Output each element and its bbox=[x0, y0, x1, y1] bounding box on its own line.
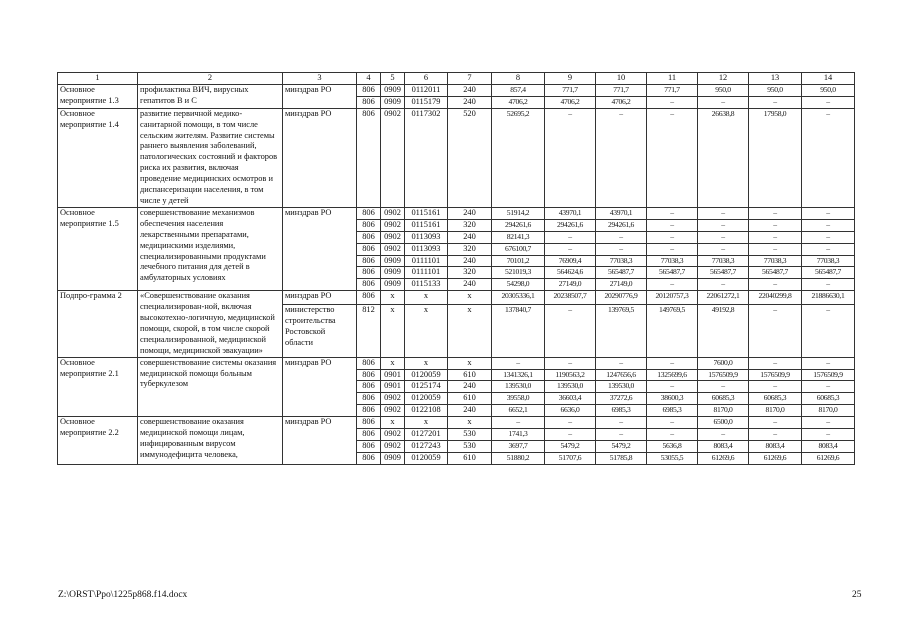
value-cell: 36603,4 bbox=[545, 393, 596, 405]
value-cell: 950,0 bbox=[698, 84, 749, 96]
header-cell: 6 bbox=[405, 73, 448, 85]
value-cell: 806 bbox=[357, 279, 381, 291]
value-cell: 320 bbox=[448, 219, 492, 231]
value-cell: 0902 bbox=[381, 207, 405, 219]
value-cell: – bbox=[802, 429, 855, 441]
value-cell: 806 bbox=[357, 231, 381, 243]
value-cell: 0122108 bbox=[405, 405, 448, 417]
value-cell: 27149,0 bbox=[596, 279, 647, 291]
value-cell: 139769,5 bbox=[596, 305, 647, 357]
header-cell: 2 bbox=[138, 73, 283, 85]
executor-cell: минздрав РО bbox=[283, 417, 357, 465]
value-cell: 240 bbox=[448, 279, 492, 291]
value-cell: – bbox=[596, 243, 647, 255]
value-cell: 0125174 bbox=[405, 381, 448, 393]
value-cell: 4706,2 bbox=[596, 96, 647, 108]
value-cell: 294261,6 bbox=[492, 219, 545, 231]
value-cell: 530 bbox=[448, 441, 492, 453]
value-cell: 22061272,1 bbox=[698, 291, 749, 305]
value-cell: 1325699,6 bbox=[647, 369, 698, 381]
table-row bbox=[58, 357, 855, 369]
header-cell: 1 bbox=[58, 73, 138, 85]
value-cell: 7600,0 bbox=[698, 357, 749, 369]
value-cell: 565487,7 bbox=[802, 267, 855, 279]
value-cell: 82141,3 bbox=[492, 231, 545, 243]
value-cell: 520 bbox=[448, 108, 492, 207]
value-cell: – bbox=[802, 231, 855, 243]
value-cell: – bbox=[802, 108, 855, 207]
value-cell: 0120059 bbox=[405, 393, 448, 405]
value-cell: 1576509,9 bbox=[802, 369, 855, 381]
header-cell: 12 bbox=[698, 73, 749, 85]
activity-description: «Совершенствование оказания специализирован-ной, включая высокотехно-логичную, медицинской помощи, скорой, в том числе скорой специализированной, медицинской помощи, медицинской эвакуации» bbox=[138, 291, 283, 357]
value-cell: 806 bbox=[357, 405, 381, 417]
value-cell: – bbox=[698, 207, 749, 219]
value-cell: 0127201 bbox=[405, 429, 448, 441]
value-cell: 60685,3 bbox=[698, 393, 749, 405]
value-cell: 857,4 bbox=[492, 84, 545, 96]
value-cell: 20238507,7 bbox=[545, 291, 596, 305]
executor-cell: минздрав РО bbox=[283, 207, 357, 290]
value-cell: – bbox=[749, 357, 802, 369]
value-cell: 806 bbox=[357, 441, 381, 453]
value-cell: – bbox=[545, 417, 596, 429]
value-cell: – bbox=[749, 96, 802, 108]
value-cell: – bbox=[545, 108, 596, 207]
value-cell: – bbox=[647, 108, 698, 207]
value-cell: 0120059 bbox=[405, 452, 448, 464]
value-cell: 610 bbox=[448, 452, 492, 464]
value-cell: 0117302 bbox=[405, 108, 448, 207]
value-cell: x bbox=[448, 417, 492, 429]
value-cell: 70101,2 bbox=[492, 255, 545, 267]
value-cell: – bbox=[749, 417, 802, 429]
header-cell: 5 bbox=[381, 73, 405, 85]
value-cell: 0901 bbox=[381, 381, 405, 393]
value-cell: 5636,8 bbox=[647, 441, 698, 453]
value-cell: x bbox=[381, 357, 405, 369]
value-cell: – bbox=[802, 305, 855, 357]
value-cell: x bbox=[405, 417, 448, 429]
value-cell: 149769,5 bbox=[647, 305, 698, 357]
value-cell: x bbox=[381, 291, 405, 305]
value-cell: 565487,7 bbox=[749, 267, 802, 279]
value-cell: 806 bbox=[357, 219, 381, 231]
value-cell: – bbox=[749, 243, 802, 255]
value-cell: – bbox=[596, 417, 647, 429]
value-cell: – bbox=[647, 243, 698, 255]
activity-description: совершенствование системы оказания медицинской помощи больным туберкулезом bbox=[138, 357, 283, 417]
value-cell: 320 bbox=[448, 267, 492, 279]
executor-cell: министерство строительства Ростовской области bbox=[283, 305, 357, 357]
value-cell: – bbox=[545, 357, 596, 369]
value-cell: 6500,0 bbox=[698, 417, 749, 429]
value-cell: – bbox=[647, 357, 698, 369]
value-cell: – bbox=[749, 279, 802, 291]
value-cell: – bbox=[647, 207, 698, 219]
value-cell: 77038,3 bbox=[802, 255, 855, 267]
value-cell: 52695,2 bbox=[492, 108, 545, 207]
table-row bbox=[58, 84, 855, 96]
value-cell: – bbox=[802, 96, 855, 108]
value-cell: – bbox=[545, 429, 596, 441]
value-cell: 1190563,2 bbox=[545, 369, 596, 381]
value-cell: – bbox=[802, 417, 855, 429]
executor-cell: минздрав РО bbox=[283, 84, 357, 108]
header-cell: 9 bbox=[545, 73, 596, 85]
value-cell: 806 bbox=[357, 267, 381, 279]
value-cell: – bbox=[492, 417, 545, 429]
table-row bbox=[58, 417, 855, 429]
value-cell: 0909 bbox=[381, 279, 405, 291]
value-cell: 771,7 bbox=[545, 84, 596, 96]
value-cell: 0901 bbox=[381, 369, 405, 381]
value-cell: 0909 bbox=[381, 255, 405, 267]
value-cell: 0115161 bbox=[405, 207, 448, 219]
executor-cell: минздрав РО bbox=[283, 357, 357, 417]
value-cell: 806 bbox=[357, 207, 381, 219]
value-cell: 137840,7 bbox=[492, 305, 545, 357]
value-cell: 53055,5 bbox=[647, 452, 698, 464]
value-cell: 240 bbox=[448, 255, 492, 267]
value-cell: 51880,2 bbox=[492, 452, 545, 464]
value-cell: 806 bbox=[357, 108, 381, 207]
value-cell: 0902 bbox=[381, 405, 405, 417]
value-cell: – bbox=[545, 231, 596, 243]
value-cell: – bbox=[698, 219, 749, 231]
value-cell: – bbox=[698, 429, 749, 441]
value-cell: 21886630,1 bbox=[802, 291, 855, 305]
value-cell: 812 bbox=[357, 305, 381, 357]
value-cell: 6636,0 bbox=[545, 405, 596, 417]
value-cell: – bbox=[647, 231, 698, 243]
value-cell: 4706,2 bbox=[545, 96, 596, 108]
activity-description: совершенствование механизмов обеспечения населения лекарственными препаратами, медицинскими изделиями, специализированными продуктами лечебного питания для детей в амбулаторных условиях bbox=[138, 207, 283, 290]
header-cell: 8 bbox=[492, 73, 545, 85]
value-cell: x bbox=[381, 305, 405, 357]
activity-name: Основное мероприятие 1.4 bbox=[58, 108, 138, 207]
value-cell: – bbox=[647, 279, 698, 291]
activity-description: развитие первичной медико-санитарной помощи, в том числе сельским жителям. Развитие системы раннего выявления заболеваний, патологических состояний и факторов риска их развития, включая проведение медицинских осмотров и диспансеризации населения, в том числе у детей bbox=[138, 108, 283, 207]
value-cell: 1576509,9 bbox=[698, 369, 749, 381]
value-cell: 8170,0 bbox=[749, 405, 802, 417]
footer-file-path: Z:\ORST\Ppo\1225p868.f14.docx bbox=[58, 590, 188, 600]
value-cell: 320 bbox=[448, 243, 492, 255]
value-cell: 5479,2 bbox=[596, 441, 647, 453]
value-cell: 20290776,9 bbox=[596, 291, 647, 305]
value-cell: x bbox=[448, 305, 492, 357]
header-cell: 3 bbox=[283, 73, 357, 85]
value-cell: – bbox=[698, 279, 749, 291]
value-cell: 530 bbox=[448, 429, 492, 441]
header-cell: 10 bbox=[596, 73, 647, 85]
value-cell: 240 bbox=[448, 207, 492, 219]
value-cell: 565487,7 bbox=[596, 267, 647, 279]
value-cell: 806 bbox=[357, 393, 381, 405]
value-cell: – bbox=[698, 243, 749, 255]
value-cell: 610 bbox=[448, 369, 492, 381]
header-cell: 13 bbox=[749, 73, 802, 85]
value-cell: – bbox=[647, 219, 698, 231]
value-cell: 0115179 bbox=[405, 96, 448, 108]
value-cell: x bbox=[405, 291, 448, 305]
value-cell: – bbox=[698, 381, 749, 393]
value-cell: 0902 bbox=[381, 108, 405, 207]
value-cell: 1576509,9 bbox=[749, 369, 802, 381]
value-cell: 6985,3 bbox=[647, 405, 698, 417]
value-cell: – bbox=[749, 429, 802, 441]
value-cell: – bbox=[749, 207, 802, 219]
value-cell: 77038,3 bbox=[698, 255, 749, 267]
value-cell: x bbox=[405, 305, 448, 357]
value-cell: 771,7 bbox=[596, 84, 647, 96]
table-row bbox=[58, 207, 855, 219]
activity-description: профилактика ВИЧ, вирусных гепатитов В и С bbox=[138, 84, 283, 108]
value-cell: 139530,0 bbox=[596, 381, 647, 393]
activity-description: совершенствование оказания медицинской помощи лицам, инфицированным вирусом иммунодефицита человека, bbox=[138, 417, 283, 465]
value-cell: 43970,1 bbox=[596, 207, 647, 219]
value-cell: 0111101 bbox=[405, 255, 448, 267]
value-cell: 1247656,6 bbox=[596, 369, 647, 381]
value-cell: x bbox=[381, 417, 405, 429]
value-cell: 806 bbox=[357, 84, 381, 96]
value-cell: 294261,6 bbox=[596, 219, 647, 231]
value-cell: – bbox=[749, 219, 802, 231]
value-cell: – bbox=[647, 381, 698, 393]
value-cell: 0902 bbox=[381, 429, 405, 441]
value-cell: 240 bbox=[448, 381, 492, 393]
value-cell: – bbox=[647, 417, 698, 429]
value-cell: 610 bbox=[448, 393, 492, 405]
value-cell: – bbox=[802, 279, 855, 291]
value-cell: 60685,3 bbox=[802, 393, 855, 405]
value-cell: x bbox=[448, 357, 492, 369]
value-cell: 22040299,8 bbox=[749, 291, 802, 305]
value-cell: 1341326,1 bbox=[492, 369, 545, 381]
value-cell: – bbox=[802, 381, 855, 393]
value-cell: 4706,2 bbox=[492, 96, 545, 108]
value-cell: – bbox=[749, 231, 802, 243]
value-cell: 43970,1 bbox=[545, 207, 596, 219]
value-cell: 565487,7 bbox=[647, 267, 698, 279]
table-row bbox=[58, 108, 855, 207]
value-cell: 6985,3 bbox=[596, 405, 647, 417]
activity-name: Подпро-грамма 2 bbox=[58, 291, 138, 357]
value-cell: 0902 bbox=[381, 393, 405, 405]
header-cell: 14 bbox=[802, 73, 855, 85]
value-cell: 5479,2 bbox=[545, 441, 596, 453]
value-cell: – bbox=[647, 429, 698, 441]
value-cell: 3697,7 bbox=[492, 441, 545, 453]
value-cell: – bbox=[596, 231, 647, 243]
value-cell: 8083,4 bbox=[749, 441, 802, 453]
value-cell: 51914,2 bbox=[492, 207, 545, 219]
value-cell: – bbox=[545, 243, 596, 255]
activity-name: Основное мероприятие 1.3 bbox=[58, 84, 138, 108]
value-cell: 139530,0 bbox=[545, 381, 596, 393]
value-cell: 240 bbox=[448, 231, 492, 243]
value-cell: 0909 bbox=[381, 452, 405, 464]
value-cell: 51785,8 bbox=[596, 452, 647, 464]
value-cell: 61269,6 bbox=[698, 452, 749, 464]
footer-page-number: 25 bbox=[852, 590, 862, 600]
value-cell: – bbox=[545, 305, 596, 357]
value-cell: 806 bbox=[357, 96, 381, 108]
value-cell: 26638,8 bbox=[698, 108, 749, 207]
table-row bbox=[58, 291, 855, 305]
executor-cell: минздрав РО bbox=[283, 291, 357, 305]
value-cell: 27149,0 bbox=[545, 279, 596, 291]
value-cell: 806 bbox=[357, 255, 381, 267]
value-cell: 37272,6 bbox=[596, 393, 647, 405]
value-cell: – bbox=[802, 243, 855, 255]
value-cell: 139530,0 bbox=[492, 381, 545, 393]
value-cell: 806 bbox=[357, 381, 381, 393]
value-cell: – bbox=[749, 305, 802, 357]
budget-table-sheet bbox=[57, 72, 854, 465]
budget-table bbox=[57, 72, 855, 465]
executor-cell: минздрав РО bbox=[283, 108, 357, 207]
value-cell: 771,7 bbox=[647, 84, 698, 96]
value-cell: 950,0 bbox=[749, 84, 802, 96]
value-cell: 0902 bbox=[381, 243, 405, 255]
value-cell: 8170,0 bbox=[802, 405, 855, 417]
value-cell: 20120757,3 bbox=[647, 291, 698, 305]
value-cell: 77038,3 bbox=[647, 255, 698, 267]
value-cell: 240 bbox=[448, 96, 492, 108]
value-cell: – bbox=[698, 96, 749, 108]
value-cell: 0115161 bbox=[405, 219, 448, 231]
value-cell: 54298,0 bbox=[492, 279, 545, 291]
value-cell: 0127243 bbox=[405, 441, 448, 453]
value-cell: – bbox=[802, 207, 855, 219]
header-cell: 11 bbox=[647, 73, 698, 85]
value-cell: – bbox=[749, 381, 802, 393]
value-cell: 0902 bbox=[381, 441, 405, 453]
value-cell: 806 bbox=[357, 291, 381, 305]
value-cell: 806 bbox=[357, 429, 381, 441]
value-cell: 0909 bbox=[381, 96, 405, 108]
value-cell: 51707,6 bbox=[545, 452, 596, 464]
value-cell: 77038,3 bbox=[596, 255, 647, 267]
value-cell: 806 bbox=[357, 357, 381, 369]
value-cell: 294261,6 bbox=[545, 219, 596, 231]
value-cell: 564624,6 bbox=[545, 267, 596, 279]
value-cell: 60685,3 bbox=[749, 393, 802, 405]
activity-name: Основное мероприятие 1.5 bbox=[58, 207, 138, 290]
value-cell: 17958,0 bbox=[749, 108, 802, 207]
value-cell: 6652,1 bbox=[492, 405, 545, 417]
value-cell: x bbox=[405, 357, 448, 369]
value-cell: 38600,3 bbox=[647, 393, 698, 405]
header-cell: 4 bbox=[357, 73, 381, 85]
value-cell: 0909 bbox=[381, 267, 405, 279]
value-cell: 20305336,1 bbox=[492, 291, 545, 305]
value-cell: 950,0 bbox=[802, 84, 855, 96]
value-cell: 76909,4 bbox=[545, 255, 596, 267]
value-cell: – bbox=[596, 108, 647, 207]
value-cell: 0120059 bbox=[405, 369, 448, 381]
header-cell: 7 bbox=[448, 73, 492, 85]
value-cell: 0115133 bbox=[405, 279, 448, 291]
value-cell: 8083,4 bbox=[802, 441, 855, 453]
value-cell: – bbox=[596, 429, 647, 441]
value-cell: 565487,7 bbox=[698, 267, 749, 279]
value-cell: – bbox=[492, 357, 545, 369]
activity-name: Основное мероприятие 2.1 bbox=[58, 357, 138, 417]
value-cell: 0902 bbox=[381, 219, 405, 231]
value-cell: – bbox=[802, 357, 855, 369]
value-cell: 806 bbox=[357, 243, 381, 255]
value-cell: 0113093 bbox=[405, 243, 448, 255]
value-cell: 0902 bbox=[381, 231, 405, 243]
value-cell: 240 bbox=[448, 405, 492, 417]
value-cell: x bbox=[448, 291, 492, 305]
value-cell: 77038,3 bbox=[749, 255, 802, 267]
value-cell: 806 bbox=[357, 452, 381, 464]
value-cell: – bbox=[698, 231, 749, 243]
value-cell: 49192,8 bbox=[698, 305, 749, 357]
value-cell: – bbox=[596, 357, 647, 369]
value-cell: 61269,6 bbox=[749, 452, 802, 464]
header-row bbox=[58, 73, 855, 85]
value-cell: 0113093 bbox=[405, 231, 448, 243]
activity-name: Основное мероприятие 2.2 bbox=[58, 417, 138, 465]
value-cell: 0112011 bbox=[405, 84, 448, 96]
value-cell: 39558,0 bbox=[492, 393, 545, 405]
value-cell: 8083,4 bbox=[698, 441, 749, 453]
value-cell: 676100,7 bbox=[492, 243, 545, 255]
value-cell: 1741,3 bbox=[492, 429, 545, 441]
value-cell: – bbox=[802, 219, 855, 231]
value-cell: 8170,0 bbox=[698, 405, 749, 417]
value-cell: 0111101 bbox=[405, 267, 448, 279]
value-cell: 61269,6 bbox=[802, 452, 855, 464]
value-cell: 0909 bbox=[381, 84, 405, 96]
value-cell: 806 bbox=[357, 417, 381, 429]
value-cell: 521019,3 bbox=[492, 267, 545, 279]
value-cell: – bbox=[647, 96, 698, 108]
value-cell: 240 bbox=[448, 84, 492, 96]
value-cell: 806 bbox=[357, 369, 381, 381]
